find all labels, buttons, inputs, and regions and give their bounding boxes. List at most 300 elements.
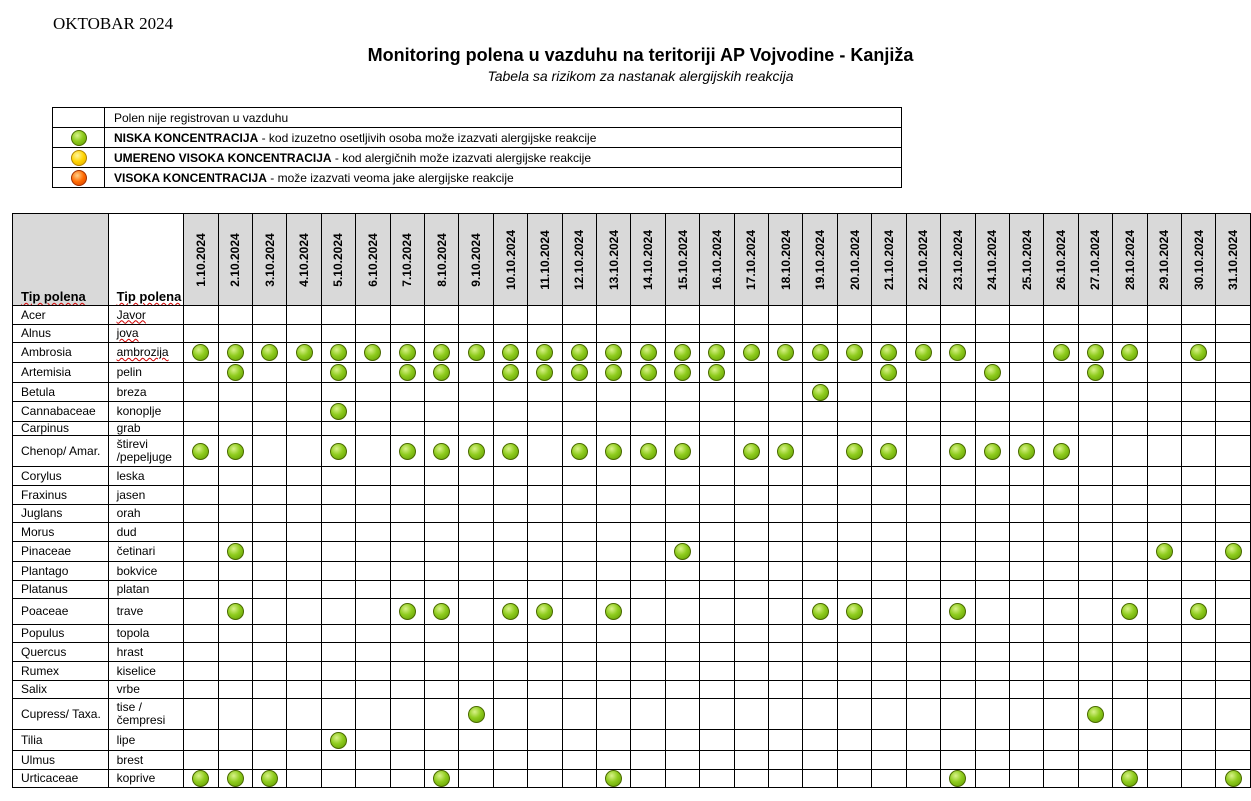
day-cell	[1113, 343, 1147, 363]
green-dot-icon	[743, 344, 760, 361]
day-cell	[872, 643, 906, 662]
day-cell	[769, 730, 803, 751]
table-row	[13, 505, 1251, 523]
day-cell	[1113, 363, 1147, 383]
day-cell	[562, 343, 596, 363]
day-cell	[803, 467, 837, 486]
day-cell	[665, 662, 699, 681]
day-cell	[837, 562, 871, 581]
day-cell	[1113, 402, 1147, 422]
day-cell	[1009, 505, 1043, 523]
day-cell	[356, 422, 390, 436]
day-cell	[425, 486, 459, 505]
day-cell	[184, 699, 218, 730]
day-cell	[459, 581, 493, 599]
date-header	[493, 214, 527, 306]
day-cell	[631, 643, 665, 662]
day-cell	[252, 542, 286, 562]
day-cell	[1078, 422, 1112, 436]
day-cell	[528, 581, 562, 599]
day-cell	[941, 363, 975, 383]
day-cell	[1078, 562, 1112, 581]
green-dot-icon	[330, 403, 347, 420]
day-cell	[597, 581, 631, 599]
day-cell	[184, 523, 218, 542]
green-dot-icon	[812, 384, 829, 401]
day-cell	[356, 643, 390, 662]
day-cell	[218, 402, 252, 422]
day-cell	[528, 325, 562, 343]
day-cell	[975, 436, 1009, 467]
day-cell	[837, 343, 871, 363]
day-cell	[493, 770, 527, 788]
day-cell	[631, 562, 665, 581]
day-cell	[769, 467, 803, 486]
day-cell	[356, 681, 390, 699]
legend-description: - kod alergičnih može izazvati alergijske reakcije	[331, 150, 592, 165]
day-cell	[1181, 770, 1215, 788]
day-cell	[906, 505, 940, 523]
day-cell	[321, 730, 355, 751]
day-cell	[837, 662, 871, 681]
day-cell	[975, 730, 1009, 751]
green-dot-icon	[571, 344, 588, 361]
green-dot-icon	[433, 770, 450, 787]
day-cell	[321, 662, 355, 681]
day-cell	[1147, 681, 1181, 699]
day-cell	[1147, 402, 1181, 422]
pollen-local-name: dud	[108, 523, 184, 542]
date-label: 15.10.2024	[675, 229, 690, 291]
table-row	[13, 699, 1251, 730]
green-dot-icon	[640, 344, 657, 361]
day-cell	[528, 542, 562, 562]
date-header	[252, 214, 286, 306]
day-cell	[803, 730, 837, 751]
day-cell	[700, 422, 734, 436]
day-cell	[837, 581, 871, 599]
day-cell	[218, 562, 252, 581]
green-dot-icon	[777, 344, 794, 361]
date-header	[1216, 214, 1251, 306]
day-cell	[872, 383, 906, 402]
date-header	[1147, 214, 1181, 306]
day-cell	[1078, 436, 1112, 467]
legend-text	[105, 128, 902, 148]
day-cell	[528, 436, 562, 467]
legend-text	[105, 148, 902, 168]
day-cell	[872, 467, 906, 486]
day-cell	[837, 505, 871, 523]
day-cell	[1078, 467, 1112, 486]
table-row	[13, 542, 1251, 562]
day-cell	[975, 422, 1009, 436]
day-cell	[769, 436, 803, 467]
day-cell	[597, 730, 631, 751]
legend-row	[53, 108, 902, 128]
day-cell	[1216, 562, 1251, 581]
day-cell	[356, 599, 390, 625]
day-cell	[425, 581, 459, 599]
pollen-local-name: grab	[108, 422, 184, 436]
day-cell	[1078, 599, 1112, 625]
day-cell	[493, 643, 527, 662]
day-cell	[1147, 523, 1181, 542]
day-cell	[597, 363, 631, 383]
day-cell	[493, 523, 527, 542]
day-cell	[665, 581, 699, 599]
day-cell	[872, 436, 906, 467]
day-cell	[493, 306, 527, 325]
table-row	[13, 467, 1251, 486]
day-cell	[734, 699, 768, 730]
day-cell	[390, 486, 424, 505]
day-cell	[700, 306, 734, 325]
day-cell	[528, 467, 562, 486]
day-cell	[356, 523, 390, 542]
day-cell	[184, 562, 218, 581]
date-header	[872, 214, 906, 306]
day-cell	[734, 751, 768, 770]
day-cell	[459, 325, 493, 343]
pollen-latin-name: Morus	[13, 523, 109, 542]
day-cell	[941, 523, 975, 542]
day-cell	[218, 581, 252, 599]
day-cell	[287, 402, 321, 422]
day-cell	[906, 751, 940, 770]
day-cell	[287, 467, 321, 486]
day-cell	[803, 523, 837, 542]
day-cell	[528, 523, 562, 542]
day-cell	[1113, 325, 1147, 343]
day-cell	[837, 486, 871, 505]
green-dot-icon	[1087, 364, 1104, 381]
green-dot-icon	[674, 543, 691, 560]
pollen-local-name: platan	[108, 581, 184, 599]
day-cell	[803, 306, 837, 325]
day-cell	[528, 486, 562, 505]
green-dot-icon	[330, 443, 347, 460]
green-dot-icon	[433, 344, 450, 361]
day-cell	[975, 662, 1009, 681]
day-cell	[528, 625, 562, 643]
day-cell	[321, 770, 355, 788]
green-dot-icon	[949, 344, 966, 361]
day-cell	[1216, 662, 1251, 681]
day-cell	[803, 436, 837, 467]
day-cell	[597, 325, 631, 343]
day-cell	[1078, 523, 1112, 542]
day-cell	[493, 325, 527, 343]
day-cell	[321, 542, 355, 562]
day-cell	[1216, 542, 1251, 562]
day-cell	[1009, 467, 1043, 486]
day-cell	[287, 306, 321, 325]
day-cell	[562, 751, 596, 770]
day-cell	[872, 523, 906, 542]
day-cell	[872, 542, 906, 562]
date-label: 13.10.2024	[606, 229, 621, 291]
day-cell	[631, 662, 665, 681]
day-cell	[1216, 383, 1251, 402]
day-cell	[184, 343, 218, 363]
day-cell	[287, 436, 321, 467]
green-dot-icon	[1053, 344, 1070, 361]
legend-description: - kod izuzetno osetljivih osoba može izazvati alergijske reakcije	[258, 130, 597, 145]
date-label: 27.10.2024	[1088, 229, 1103, 291]
green-dot-icon	[227, 543, 244, 560]
day-cell	[1044, 402, 1078, 422]
day-cell	[906, 306, 940, 325]
day-cell	[1009, 643, 1043, 662]
legend-text	[105, 168, 902, 188]
day-cell	[562, 467, 596, 486]
day-cell	[631, 467, 665, 486]
day-cell	[390, 730, 424, 751]
day-cell	[356, 363, 390, 383]
day-cell	[1147, 343, 1181, 363]
legend-icon-cell	[53, 128, 105, 148]
day-cell	[1078, 486, 1112, 505]
green-dot-icon	[708, 344, 725, 361]
date-label: 4.10.2024	[297, 233, 312, 287]
day-cell	[597, 542, 631, 562]
day-cell	[803, 662, 837, 681]
date-label: 21.10.2024	[881, 229, 896, 291]
day-cell	[390, 643, 424, 662]
day-cell	[734, 436, 768, 467]
date-header	[803, 214, 837, 306]
green-dot-icon	[1225, 543, 1242, 560]
day-cell	[631, 730, 665, 751]
date-label: 30.10.2024	[1191, 229, 1206, 291]
date-label: 29.10.2024	[1157, 229, 1172, 291]
date-label: 20.10.2024	[847, 229, 862, 291]
day-cell	[837, 402, 871, 422]
day-cell	[1078, 505, 1112, 523]
pollen-local-name: Javor	[108, 306, 184, 325]
day-cell	[700, 486, 734, 505]
day-cell	[769, 363, 803, 383]
green-dot-icon	[468, 344, 485, 361]
day-cell	[631, 402, 665, 422]
day-cell	[1044, 681, 1078, 699]
table-row	[13, 306, 1251, 325]
table-row	[13, 625, 1251, 643]
day-cell	[1181, 699, 1215, 730]
day-cell	[837, 436, 871, 467]
day-cell	[665, 422, 699, 436]
day-cell	[425, 562, 459, 581]
date-label: 17.10.2024	[744, 229, 759, 291]
day-cell	[390, 436, 424, 467]
day-cell	[493, 599, 527, 625]
day-cell	[597, 751, 631, 770]
day-cell	[941, 751, 975, 770]
pollen-latin-name: Rumex	[13, 662, 109, 681]
green-dot-icon	[502, 364, 519, 381]
day-cell	[975, 505, 1009, 523]
day-cell	[769, 422, 803, 436]
pollen-local-name: kiselice	[108, 662, 184, 681]
day-cell	[975, 486, 1009, 505]
day-cell	[1009, 751, 1043, 770]
day-cell	[1113, 542, 1147, 562]
day-cell	[631, 681, 665, 699]
day-cell	[1181, 436, 1215, 467]
day-cell	[1181, 751, 1215, 770]
date-header	[1078, 214, 1112, 306]
day-cell	[562, 730, 596, 751]
date-label: 2.10.2024	[228, 233, 243, 287]
day-cell	[425, 751, 459, 770]
day-cell	[700, 343, 734, 363]
day-cell	[803, 643, 837, 662]
day-cell	[597, 523, 631, 542]
day-cell	[562, 562, 596, 581]
day-cell	[665, 402, 699, 422]
day-cell	[975, 343, 1009, 363]
day-cell	[390, 343, 424, 363]
day-cell	[1113, 383, 1147, 402]
table-row	[13, 751, 1251, 770]
day-cell	[528, 383, 562, 402]
day-cell	[837, 681, 871, 699]
green-dot-icon	[468, 443, 485, 460]
green-dot-icon	[536, 344, 553, 361]
day-cell	[1044, 562, 1078, 581]
day-cell	[1009, 306, 1043, 325]
day-cell	[1216, 581, 1251, 599]
day-cell	[941, 599, 975, 625]
date-header	[700, 214, 734, 306]
day-cell	[803, 383, 837, 402]
day-cell	[1009, 343, 1043, 363]
green-dot-icon	[640, 364, 657, 381]
day-cell	[321, 523, 355, 542]
day-cell	[769, 581, 803, 599]
day-cell	[390, 542, 424, 562]
day-cell	[803, 562, 837, 581]
day-cell	[321, 599, 355, 625]
date-header	[665, 214, 699, 306]
day-cell	[459, 730, 493, 751]
date-label: 11.10.2024	[537, 230, 552, 290]
day-cell	[287, 505, 321, 523]
day-cell	[665, 343, 699, 363]
day-cell	[252, 523, 286, 542]
day-cell	[837, 325, 871, 343]
day-cell	[1216, 681, 1251, 699]
day-cell	[1078, 643, 1112, 662]
day-cell	[734, 402, 768, 422]
day-cell	[562, 599, 596, 625]
day-cell	[837, 770, 871, 788]
day-cell	[906, 422, 940, 436]
orange-dot-icon	[71, 170, 87, 186]
day-cell	[975, 363, 1009, 383]
day-cell	[493, 505, 527, 523]
day-cell	[700, 599, 734, 625]
date-header	[1113, 214, 1147, 306]
day-cell	[425, 343, 459, 363]
day-cell	[321, 436, 355, 467]
day-cell	[1216, 625, 1251, 643]
day-cell	[1147, 699, 1181, 730]
day-cell	[941, 325, 975, 343]
pollen-latin-name: Populus	[13, 625, 109, 643]
day-cell	[493, 422, 527, 436]
day-cell	[700, 467, 734, 486]
day-cell	[1044, 343, 1078, 363]
day-cell	[1216, 363, 1251, 383]
day-cell	[769, 542, 803, 562]
day-cell	[218, 383, 252, 402]
day-cell	[1078, 383, 1112, 402]
green-dot-icon	[1121, 770, 1138, 787]
day-cell	[769, 681, 803, 699]
day-cell	[218, 699, 252, 730]
day-cell	[356, 562, 390, 581]
day-cell	[975, 562, 1009, 581]
green-dot-icon	[984, 443, 1001, 460]
day-cell	[941, 486, 975, 505]
day-cell	[1113, 699, 1147, 730]
day-cell	[562, 542, 596, 562]
day-cell	[631, 363, 665, 383]
day-cell	[872, 730, 906, 751]
pollen-latin-name: Ulmus	[13, 751, 109, 770]
green-dot-icon	[296, 344, 313, 361]
table-row	[13, 422, 1251, 436]
day-cell	[425, 505, 459, 523]
day-cell	[1078, 325, 1112, 343]
date-header	[631, 214, 665, 306]
day-cell	[459, 422, 493, 436]
day-cell	[906, 343, 940, 363]
day-cell	[425, 422, 459, 436]
day-cell	[1147, 436, 1181, 467]
legend-level-label: UMERENO VISOKA KONCENTRACIJA	[114, 150, 332, 165]
day-cell	[218, 643, 252, 662]
day-cell	[837, 523, 871, 542]
day-cell	[1078, 699, 1112, 730]
day-cell	[872, 505, 906, 523]
day-cell	[906, 523, 940, 542]
day-cell	[218, 681, 252, 699]
day-cell	[1044, 467, 1078, 486]
pollen-latin-name: Chenop/ Amar.	[13, 436, 109, 467]
date-label: 14.10.2024	[641, 229, 656, 291]
green-dot-icon	[1190, 344, 1207, 361]
day-cell	[252, 599, 286, 625]
day-cell	[734, 467, 768, 486]
day-cell	[1044, 523, 1078, 542]
day-cell	[1181, 343, 1215, 363]
day-cell	[459, 599, 493, 625]
day-cell	[252, 730, 286, 751]
day-cell	[1113, 523, 1147, 542]
green-dot-icon	[846, 344, 863, 361]
day-cell	[1009, 542, 1043, 562]
day-cell	[356, 581, 390, 599]
day-cell	[975, 306, 1009, 325]
day-cell	[390, 599, 424, 625]
day-cell	[1044, 662, 1078, 681]
table-row	[13, 770, 1251, 788]
day-cell	[631, 581, 665, 599]
day-cell	[252, 422, 286, 436]
